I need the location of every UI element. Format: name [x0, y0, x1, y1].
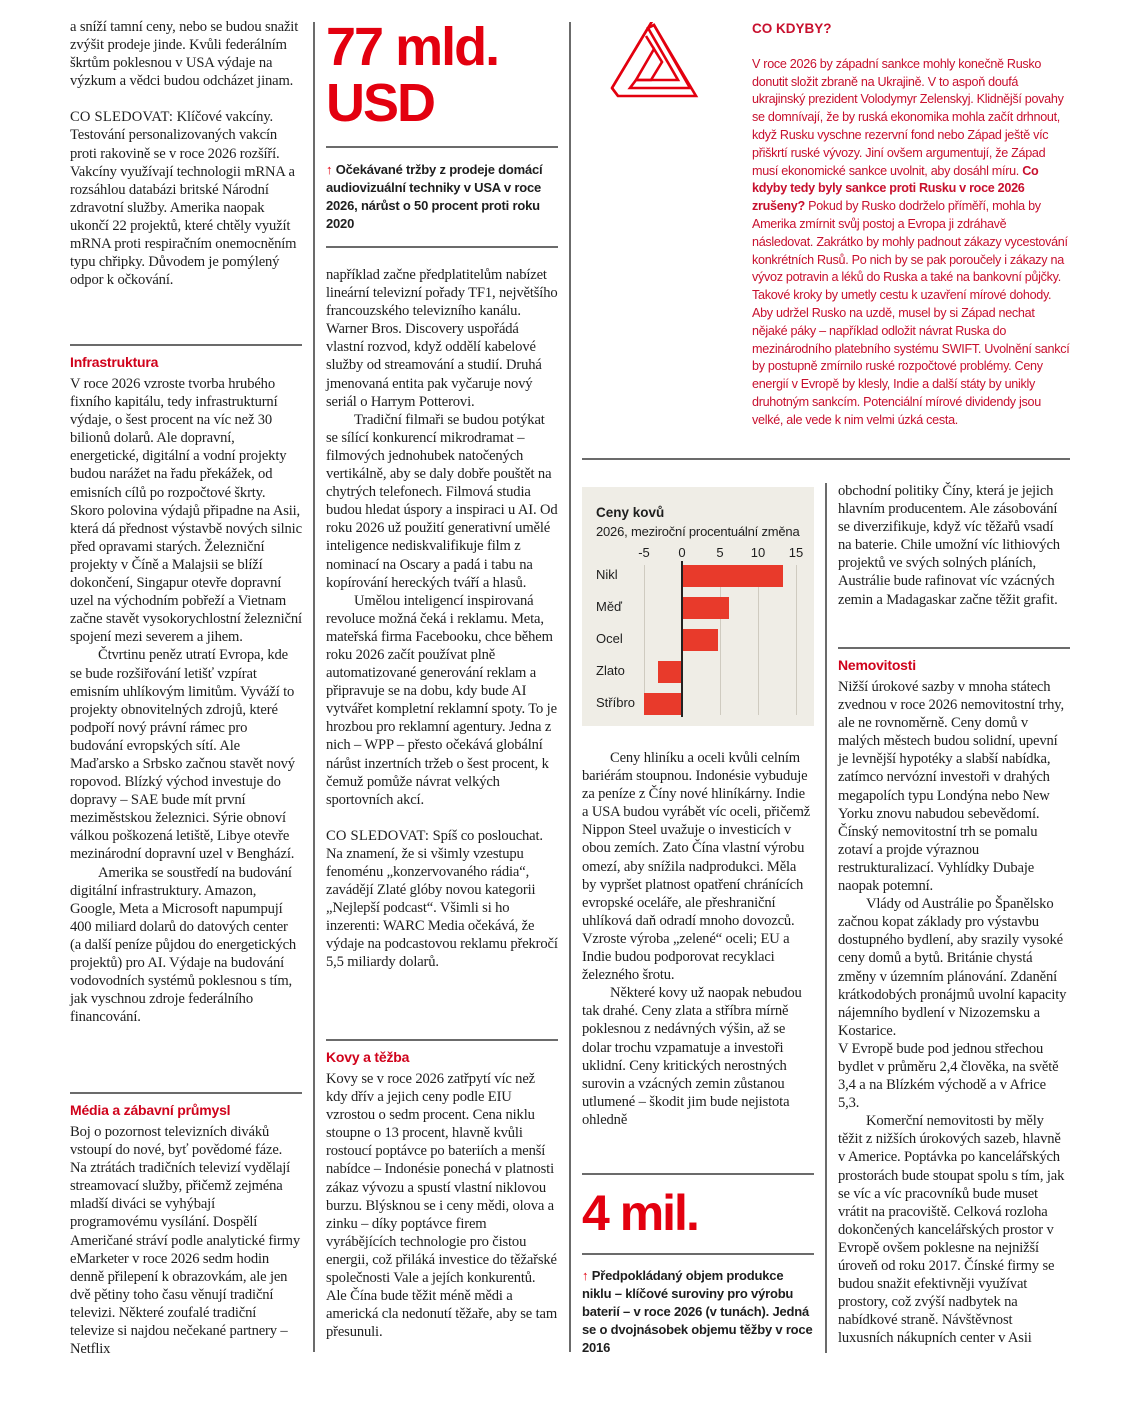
category-label: Nikl [596, 567, 618, 582]
divider [70, 344, 302, 346]
x-tick: 10 [750, 545, 766, 560]
divider [582, 1253, 814, 1255]
bar-nikl [682, 565, 783, 587]
col1-intro: a sníží tamní ceny, nebo se budou snažit zvýšit prodeje jinde. Kvůli federálním škrtům poklesnou v USA výdaje na výzkum a vědci budou odcházet jinam. [70, 19, 299, 90]
section-heading: Infrastruktura [70, 354, 159, 370]
gridline [758, 565, 759, 715]
category-label: Měď [596, 599, 623, 614]
stat-4-mil [582, 1185, 814, 1241]
arrow-up-icon: ↑ [326, 162, 333, 177]
x-tick: 5 [716, 545, 724, 560]
section-infrastructure [70, 353, 302, 1026]
watch-label: CO SLEDOVAT: [70, 109, 174, 126]
paragraph: Vlády od Austrálie po Španělsko začnou kopat základy pro výstavbu dostupného bydlení, aby srazily vysoké ceny domů a bytů. Británie chystá změny v územním plánování. Zdanění krátkodobých pronájmů uvolní kapacity nájemního bydlení v Nizozemsku a Kostarice. [838, 896, 1067, 1039]
column-3-text [582, 749, 814, 1129]
divider [838, 647, 1070, 649]
column-4-intro [838, 482, 1070, 609]
paragraph: Ceny hliníku a oceli kvůli celním bariérám stoupnou. Indonésie vybuduje za peníze z Číny nové hliníkárny. Indie a USA budou vyrábět víc oceli, přičemž Nippon Steel uvažuje o investicích v obou zemích. Zato Čína vlastní výrobu omezí, aby snížila nadprodukci. Měla by vypršet platnost opatření chránících evropské oceláře, ale přeshraniční uhlíková daň odradí mnoho dovozců. Vzroste výroba „zelené“ oceli; EU a Indie budou podporovat recyklaci železného šrotu. [582, 750, 811, 984]
paragraph: Komerční nemovitosti by měly těžit z nižších úrokových sazeb, hlavně v Americe. Poptávka po kancelářských prostorách bude stoupat spolu s tím, jak se víc a víc pracovníků bude muset vrátit na pracoviště. Celková rozloha dokončených kancelářských prostor v Evropě ovšem poklesne na nejnižší úroveň od roku 2017. Čínské firmy se budou snažit efektivněji využívat prostory, což zvýší nadbytek na nabídkové straně. Návštěvnost luxusních nákupních center v Asii [838, 1113, 1065, 1347]
column-divider [825, 483, 827, 1353]
divider [582, 458, 1070, 460]
gridline [796, 565, 797, 715]
metal-prices-chart [582, 487, 814, 726]
stat-77-mld [326, 17, 558, 133]
what-if-box [752, 20, 1070, 430]
paragraph: Amerika se soustředí na budování digitální infrastruktury. Amazon, Google, Meta a Microsoft napumpují 400 miliard dolarů do datových center (a další peníze půjdou do energetických projektů) pro AI. Výdaje na budování vodovodních systémů poklesnou s tím, jak vyschnou zdroje federálního financování. [70, 864, 297, 1026]
column-2-text [326, 266, 558, 972]
penrose-triangle-icon [610, 22, 700, 102]
divider [326, 246, 558, 248]
zero-axis [681, 561, 683, 717]
section-metals [326, 1048, 558, 1341]
divider [326, 146, 558, 148]
watch-label: CO SLEDOVAT: [326, 827, 430, 844]
bar-med [682, 597, 729, 619]
arrow-up-icon: ↑ [582, 1268, 589, 1283]
paragraph: Kovy se v roce 2026 zatřpytí víc než kdy dřív a jejich ceny podle EIU vzrostou o sedm procent. Cena niklu stoupne o 13 procent, hlavně kvůli rostoucí poptávce po bateriích a menší nabídce – Indonésie ponechá v platnosti zákaz vývozu a spustí vlastní niklovou burzu. Blýsknou se i ceny mědi, olova a zinku – díky poptávce firem vyrábějících technologie pro čistou energii, což přiláká investice do těžařské společnosti Vale a jejích konkurentů. Ale Čína bude těžit méně mědi a americká cla nedonutí těžaře, aby se tam přesunuli. [326, 1071, 558, 1341]
gridline [720, 565, 721, 715]
divider [326, 1039, 558, 1041]
chart-subtitle: 2026, meziroční procentuální změna [596, 524, 800, 539]
category-label: Stříbro [596, 695, 636, 710]
stat-value: 4 mil. [582, 1185, 698, 1241]
col1-watch: CO SLEDOVAT: Klíčové vakcíny. Testování personalizovaných vakcín proti rakovině se v roce 2026 rozšíří. Vakcíny využívají technologii mRNA a rozsáhlou databázi britské Národní zdravotní služby. Amerika naopak ukončí 22 projektů, které chtěly využít mRNA proti respiračním onemocněním typu chřipky. Důvodem je pomýlený odpor k očkování. [70, 109, 297, 289]
column-divider [313, 22, 315, 1352]
paragraph: V roce 2026 vzroste tvorba hrubého fixního kapitálu, tedy infrastrukturní výdaje, o šest procent na víc než 30 bilionů dolarů. Ale dopravní, energetické, digitální a vodní projekty budou narážet na řadu překážek, od emisních cílů po rozpočtové škrty. Skoro polovina výdajů připadne na Asii, která dá přednost výstavbě nových silnic před opravami starých. Železniční projekty v Číně a Malajsii se blíží dokončení, Singapur otevře dopravní uzel na východním pobřeží a Vietnam začne stavět vysokorychlostní železniční spojení mezi severem a jihem. [70, 376, 302, 646]
paragraph: Některé kovy už naopak nebudou tak drahé. Ceny zlata a stříbra mírně poklesnou z nedávných výšin, až se dolar trochu vzpamatuje a investoři uklidní. Ceny kritických nerostných surovin a vzácných zemin zůstanou utlumené – škodit jim bude nejistota ohledně [582, 985, 802, 1128]
x-tick: 0 [678, 545, 686, 560]
what-if-text: V roce 2026 by západní sankce mohly konečně Rusko donutit složit zbraně na Ukrajině. V to aspoň doufá ukrajinský prezident Volodymyr Zelenskyj. Klidnější povahy se domnívají, že by ruská ekonomika mohla začít drhnout, když Rusku vyschne rezervní fond nebo Západ ještě víc přiškrtí ruské vývozy. Jiní ovšem argumentují, že Západ musí ekonomické sankce uvolnit, aby dosáhl míru. Co kdyby tedy byly sankce proti Rusku v roce 2026 zrušeny? Pokud by Rusko dodrželo příměří, mohla by Amerika zmírnit svůj postoj a Evropa ji zdráhavě následovat. Zakrátko by mohly padnout zákazy vycestování konkrétních Rusů. Po nich by se pak poroučely i zákazy na vývoz potravin a léků do Ruska a také na bankovní půjčky. Takové kroky by umetly cestu k uzavření mírové dohody. Aby udržel Rusko na uzdě, musel by si Západ nechat nějaké páky – například odložit návrat Ruska do mezinárodního platebního systému SWIFT. Uvolnění sankcí by postupně zmírnilo ruské rozpočtové problémy. Ceny energií v Evropě by klesly, Indie a další státy by unikly druhotným sankcím. Potenciální mírové dividendy jsou velké, ale vede k nim velmi úzká cesta. [752, 56, 1070, 427]
paragraph: například začne předplatitelům nabízet lineární televizní pořady TF1, největšího francouzského televizního kanálu. Warner Bros. Discovery uspořádá vlastní rozvod, když oddělí kabelové služby od streamování a studií. Druhá jmenovaná entita pak vyčaruje nový seriál o Harrym Potterovi. [326, 267, 558, 410]
paragraph: Nižší úrokové sazby v mnoha státech zvednou v roce 2026 nemovitostní trhy, ale ne rovnoměrně. Ceny domů v malých městech budou solidní, upevní je levnější hypotéky a slabší nabídka, zatímco nervózní investoři v drahých megapolích typu Londýna nebo New Yorku znovu nabudou sebevědomí. Čínský nemovitostní trh se pomalu zotaví a projde výraznou restrukturalizací. Vyhlídky Dubaje naopak potemní. [838, 679, 1064, 895]
paragraph: Umělou inteligencí inspirovaná revoluce možná čeká i reklamu. Meta, mateřská firma Facebooku, chce během roku 2026 začít používat plně automatizované generování reklam a připravuje se na dobu, kdy bude AI vytvářet kompletní reklamní spoty. To je hrozbou pro reklamní agentury. Jedna z nich – WPP – přesto očekává globální nárůst inzertních tržeb o šest procent, k čemuž pomůže návrat velkých sportovních akcí. [326, 592, 557, 808]
x-tick: 15 [788, 545, 804, 560]
chart-title: Ceny kovů [596, 505, 665, 520]
stat-caption: ↑ Očekávané tržby z prodeje domácí audiovizuální techniky v USA v roce 2026, nárůst o 50 procent proti roku 2020 [326, 162, 543, 231]
section-heading: Média a zábavní průmysl [70, 1102, 231, 1118]
column-1 [70, 18, 302, 289]
paragraph: obchodní politiky Číny, která je jejich hlavním producentem. Ale zásobování se diverzifikuje, když víc těžařů vsadí na baterie. Chile umožní víc lithiových projektů ve svých solných pláních, Austrálie bude rafinovat víc vzácných zemin a Madagaskar začne těžit grafit. [838, 483, 1060, 608]
column-divider [569, 22, 571, 1352]
bar-zlato [658, 661, 682, 683]
divider [70, 1092, 302, 1094]
stat-value-line2: USD [326, 73, 435, 133]
divider [582, 1173, 814, 1175]
paragraph: Tradiční filmaři se budou potýkat se sílící konkurencí mikrodramat – filmových jednohubek natočených vertikálně, aby se daly dobře pouštět na chytrých telefonech. Filmová studia budou hledat úspory a inspiraci u AI. Od roku 2026 už použití generativní umělé inteligence nediskvalifikuje film z nominací na Oscary a padá i tabu na kopírování hereckých tváří a hlasů. [326, 411, 558, 591]
paragraph: Čtvrtinu peněz utratí Evropa, kde se bude rozšiřování letišť vzpírat emisním uhlíkovým limitům. Vyváží to projekty obnovitelných zdrojů, které podpoří nový právní rámec pro budování evropských sítí. Ale Maďarsko a Srbsko začnou stavět nový ropovod. Blízký východ investuje do dopravy – SAE bude mít první meziměstskou železnici. Sýrie obnoví válkou poškozená letiště, Libye otevře mezinárodní dopravní uzel v Benghází. [70, 647, 295, 863]
section-real-estate [838, 656, 1070, 1347]
section-heading: Kovy a těžba [326, 1049, 410, 1065]
section-heading: Nemovitosti [838, 657, 916, 673]
paragraph: V Evropě bude pod jednou střechou bydlet v průměru 2,4 člověka, na světě 3,4 a na Blízkém východě a v Africe 5,3. [838, 1040, 1059, 1112]
category-label: Ocel [596, 631, 623, 646]
x-tick: -5 [638, 545, 650, 560]
section-media [70, 1101, 302, 1358]
paragraph: Boj o pozornost televizních diváků vstoupí do nové, byť povědomé fáze. Na ztrátách tradičních televizí vydělají streamovací služby, přičemž zejména mladší diváci se vyhýbají programovému vysílání. Dospělí Američané stráví podle analytické firmy eMarketer v roce 2026 sedm hodin denně přilepení k obrazovkám, ale jen dvě pětiny toho času věnují tradiční televizi. Některé zoufalé tradiční televize si najdou nečekané partnery – Netflix [70, 1124, 300, 1358]
bar-ocel [682, 629, 718, 651]
col2-watch: CO SLEDOVAT: Spíš co poslouchat. Na znamení, že si všimly vzestupu fenoménu „konzervovaného rádia“, zavádějí Zlaté glóby novou kategorii „Nejlepší podcast“. Všimli si ho inzerenti: WARC Media očekává, že výdaje na podcastovou reklamu překročí 5,5 miliardy dolarů. [326, 827, 558, 971]
stat-caption: ↑ Předpokládaný objem produkce niklu – klíčové suroviny pro výrobu baterií – v roce 2026 (v tunách). Jedná se o dvojnásobek objemu těžby v roce 2016 [582, 1268, 813, 1355]
bar-stribro [644, 693, 682, 715]
what-if-heading: CO KDYBY? [752, 21, 832, 36]
category-label: Zlato [596, 663, 625, 678]
stat-value-line1: 77 mld. [326, 17, 499, 77]
